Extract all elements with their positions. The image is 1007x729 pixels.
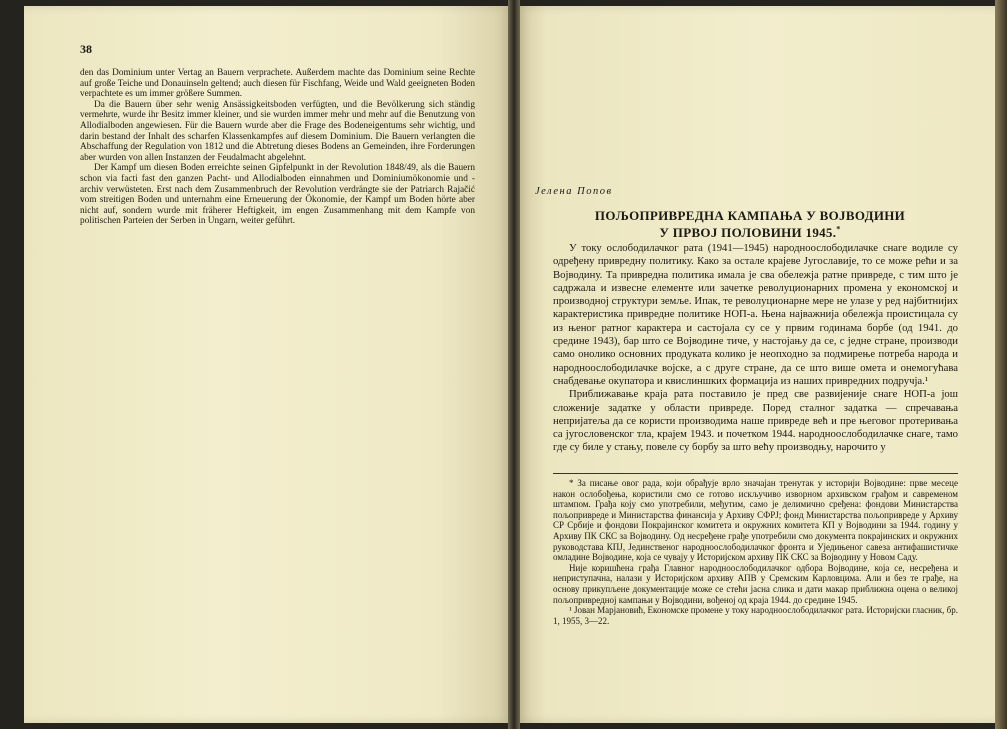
left-paragraph-3: Der Kampf um diesen Boden erreichte seinen Gipfelpunkt in der Revolution 1848/49, als die Bauern schon via facti fast den ganzen Pacht- und Allodialboden einnahmen und Dominiumökonomie und -archiv verwüsteten. Erst nach dem Zusammenbruch der Revolution verdrängte sie der Patriarch Rajačić vom streitigen Boden und unternahm eine Erneuerung der Ökonomie, der Kampf um Boden hörte aber nicht auf, sondern wurde mit fräherer Heftigkeit, im engen Zusammenhang mit dem Kampfe von politischen Parteien der Serben in Ungarn, weiter geführt.	[80, 163, 475, 227]
left-page-body	[80, 68, 475, 227]
left-paragraph-1: den das Dominium unter Vertag an Bauern verprachete. Außerdem machte das Dominium seine Rechte auf große Teiche und Donauinseln geltend; auch diesen für Fischfang, Weide und Wald geeigneten Boden verpachtete es um immer größere Summen.	[80, 68, 475, 100]
article-title-line-1: ПОЉОПРИВРЕДНА КАМПАЊА У ВОЈВОДИНИ	[594, 208, 906, 223]
left-paragraph-2: Da die Bauern über sehr wenig Ansässigkeitsboden verfügten, und die Bevölkerung sich ständig vermehrte, wurde ihr Besitz immer kleiner, und sie wurden immer mehr und mehr auf die Benutzung von Allodialboden angewiesen. Für die Bauern wurde aber die Frage des Bodeneigentums sehr wichtig, und darin bestand der Inhalt des scharfen Klassenkampfes auf diesem Dominium. Die Bauern verlangten die Abschaffung der Regulation von 1812 und die Abtretung dieses Bodens an Gemeinden, ihre Forderungen aber wurden von allen Instanzen der Feudalmacht abgelehnt.	[80, 99, 475, 163]
title-footnote-marker: *	[836, 224, 841, 234]
footnote-1: * За писање овог рада, који обрађује врло значајан тренутак у историји Војводине: прве месеце након ослобођења, користили смо се готово искључиво изворном архивском грађом и савременом штампом. Грађа коју смо употребили, међутим, само је делимично сређена: фондови Министарства пољопривреде и Министарства финансија у Архиву СФРЈ; фонд Министарства пољопривреде у Архиву СР Србије и фондови Покрајинског комитета и окружних комитета КП у Војводини за 1944. годину у Архиву ПК СКС за Војводину. Од несређене грађе употребили смо документа покрајинских и окружних руководстава КПЈ, Јединственог народноослободилачког фронта и Уједињеног савеза антифашистичке омладине Војводине, која се чувају у Историјском архиву ПК СКС за Војводину у Новом Саду.	[553, 478, 958, 563]
page-number: 38	[80, 42, 92, 56]
article-title-line-2	[540, 224, 960, 241]
article-author: Јелена Попов	[535, 186, 613, 197]
article-title-line-2-text: У ПРВОЈ ПОЛОВИНИ 1945.	[659, 225, 837, 240]
footnote-3: ¹ Јован Марјановић, Економске промене у току народноослободилачког рата. Историјски гласник, бр. 1, 1955, 3—22.	[553, 605, 958, 626]
right-paragraph-1: У току ослободилачког рата (1941—1945) народноослободилачке снаге водиле су одређену привредну политику. Како за остале крајеве Југославије, то се може рећи и за Војводину. Та привредна политика имала је сва обележја ратне привреде, с тим што је садржала и извесне елементе или зачетке револуционарних промена у економској и производној структури земље. Ипак, те револуционарне мере не улазе у ред најбитнијих карактеристика привредне политике НОП-а. Њена најважнија обележја проистицала су из њеног ратног карактера и састојала су се у првим годинама борбе (од 1941. до средине 1943), бар што се Војводине тиче, у настојању да се, с једне стране, производи само онолико основних продуката колико је неопходно за подмирење потреба народа и народноослободилачке војске, а с друге стране, да се што више омета и онемогућава снабдевање окупатора и квислиншких формација из наших привредних подручја.¹	[553, 242, 958, 387]
right-page-body	[553, 242, 958, 455]
footnotes	[553, 478, 958, 626]
article-title	[540, 207, 960, 241]
footnote-divider	[553, 473, 958, 474]
right-paragraph-2: Приближавање краја рата поставило је пред све развијеније снаге НОП-а још сложеније задатке у области привреде. Поред сталног задатка — спречавања непријатеља да се користи производима наше привреде већ и пре његовог протеривања са југословенског тла, крајем 1943. и почетком 1944. народноослободилачке снаге, тамо где су биле у стању, повеле су борбу за што већу производњу, нарочито у	[553, 388, 958, 454]
footnote-2: Није коришћена грађа Главног народноослободилачког одбора Војводине, која се, несређена и неприступачна, налази у Историјском архиву АПВ у Сремским Карловцима. Али и без те грађе, на основу прикупљене документације може се стећи јасна слика и дати макар приближна оцена о великој пољопривредној кампањи у Војводини, вођеној од краја 1944. до средине 1945.	[553, 562, 958, 605]
book-edge	[995, 0, 1007, 729]
book-gutter	[508, 0, 520, 729]
